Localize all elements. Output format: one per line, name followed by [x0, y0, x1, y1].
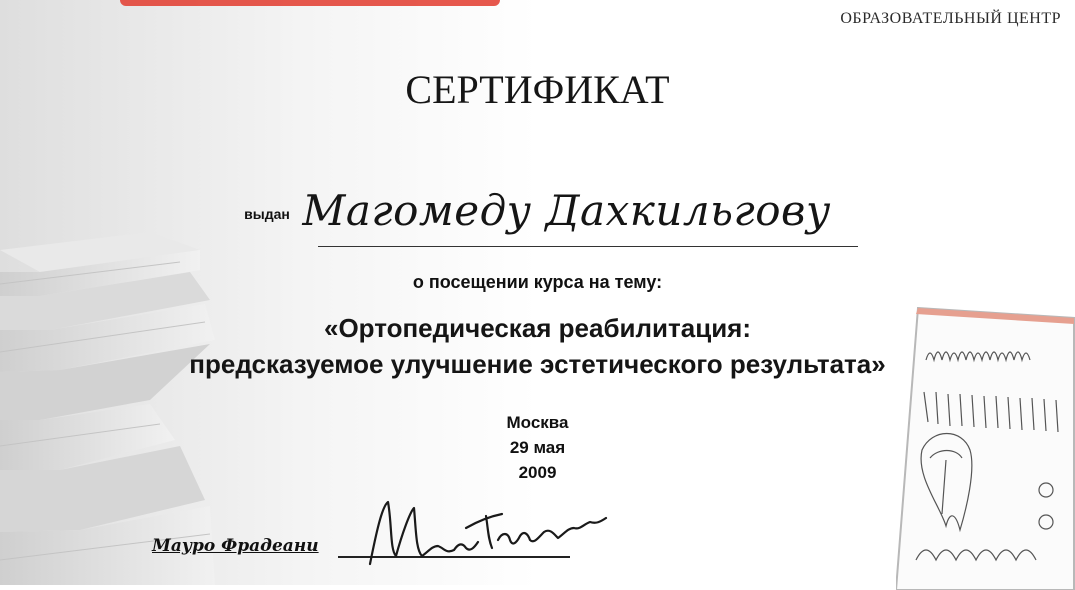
signer-name: Мауро Фрадеани: [152, 536, 319, 556]
course-title-line-2: предсказуемое улучшение эстетического результата»: [189, 349, 886, 379]
issued-label: выдан: [244, 206, 290, 222]
date: 29 мая: [509, 438, 566, 457]
certificate-title: СЕРТИФИКАТ: [405, 67, 670, 112]
recipient-underline: [318, 246, 858, 247]
city: Москва: [506, 413, 569, 432]
course-title: [0, 310, 1075, 382]
course-intro: о посещении курса на тему:: [412, 272, 663, 292]
organization-name: ОБРАЗОВАТЕЛЬНЫЙ ЦЕНТР: [840, 10, 1061, 27]
recipient-name: Магомеду Дахкильгову: [302, 186, 831, 235]
handwritten-signature: [362, 494, 622, 574]
recipient-row: [0, 186, 1075, 235]
logo-strip: [120, 0, 500, 6]
place-and-date: [0, 410, 1075, 485]
year: 2009: [518, 463, 557, 482]
course-title-line-1: «Ортопедическая реабилитация:: [323, 313, 752, 343]
